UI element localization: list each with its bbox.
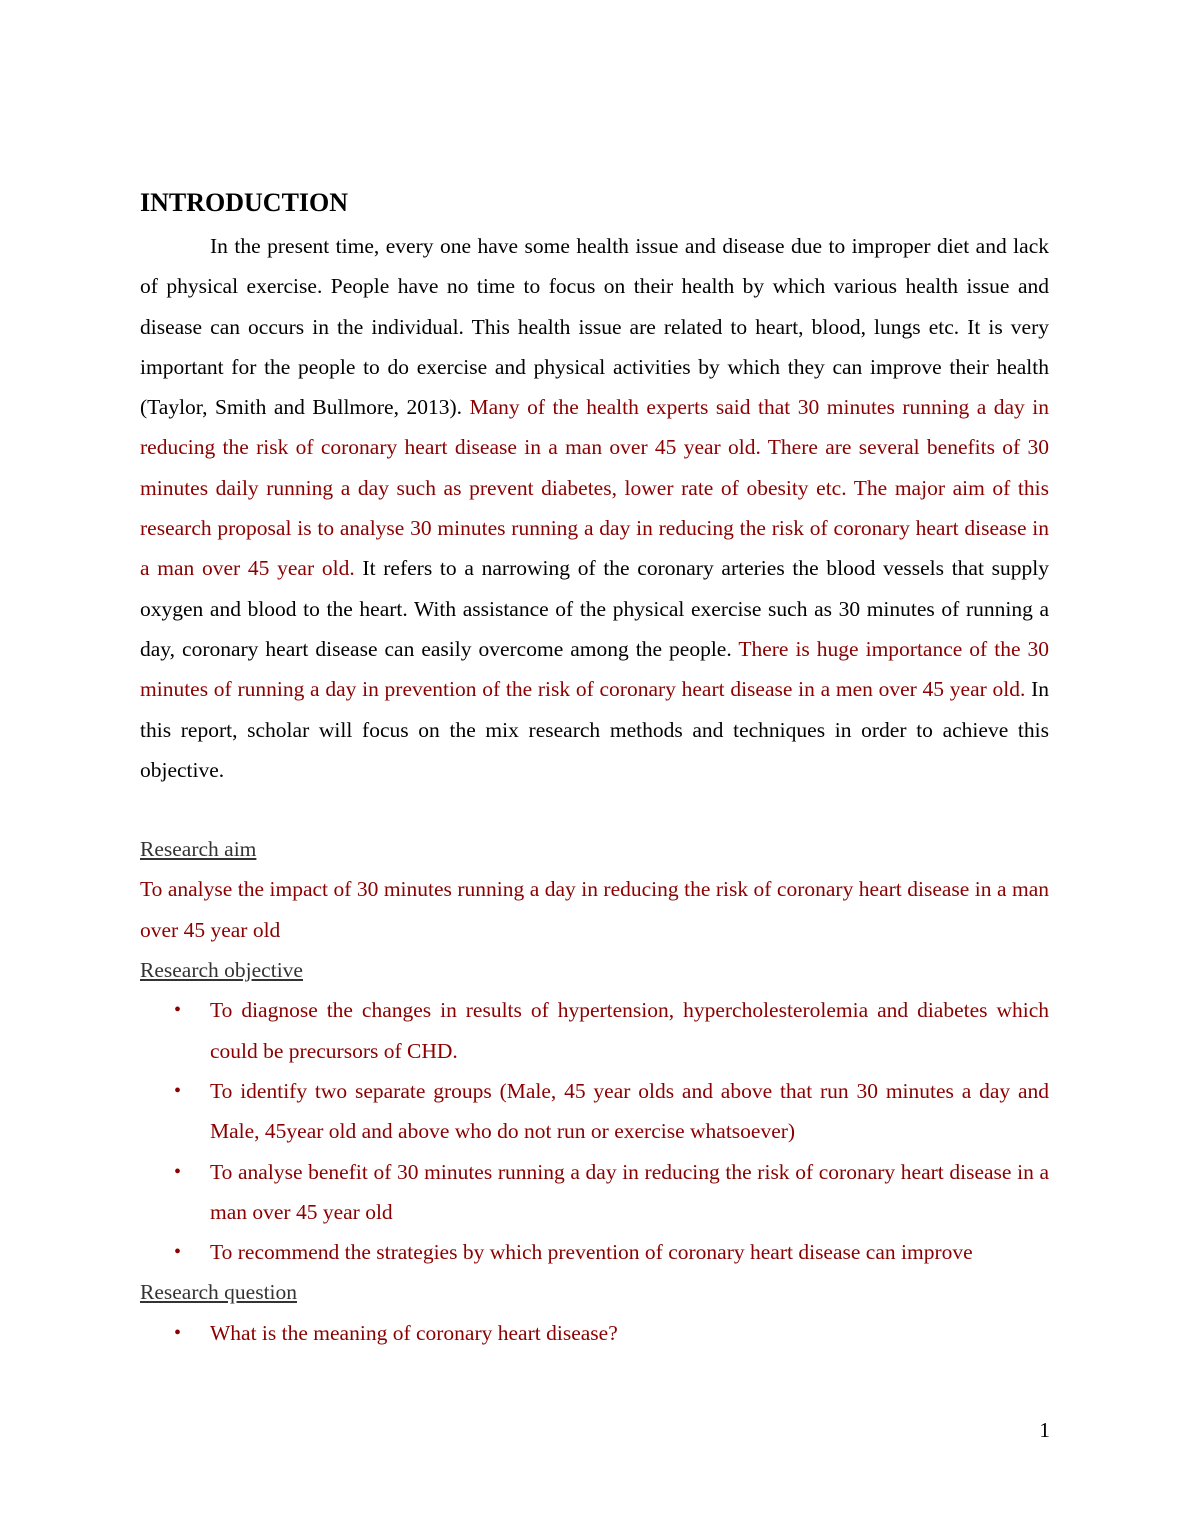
research-aim-text: To analyse the impact of 30 minutes running a day in reducing the risk of coronary heart disease in a man over 45 year old — [140, 877, 1049, 942]
research-objective-list — [140, 990, 1049, 1272]
research-aim-heading: Research aim — [140, 837, 257, 862]
intro-highlight-1: Many of the health experts said that 30 minutes running a day in reducing the risk of coronary heart disease in a man over 45 year old. There are several benefits of 30 minutes daily running a day such as prevent diabetes, lower rate of obesity etc. The major aim of this research proposal is to analyse 30 minutes running a day in reducing the risk of coronary heart disease in a man over 45 year old. — [140, 395, 1049, 581]
intro-highlight-2: There is huge importance of the 30 minutes of running a day in prevention of the risk of coronary heart disease in a men over 45 year old. — [140, 636, 1049, 702]
bullet-icon: • — [174, 1160, 182, 1183]
research-question-heading: Research question — [140, 1280, 298, 1305]
list-item-text: To analyse benefit of 30 minutes running a day in reducing the risk of coronary heart disease in a man over 45 year old — [210, 1159, 1049, 1224]
list-item — [140, 1152, 1049, 1233]
list-item — [140, 1232, 1049, 1272]
bullet-icon: • — [174, 999, 182, 1022]
intro-text-3: In this report, scholar will focus on the mix research methods and techniques in order to achieve this objective. — [140, 677, 1049, 782]
intro-paragraph — [140, 226, 1049, 790]
bullet-icon: • — [174, 1241, 182, 1264]
list-item-text: What is the meaning of coronary heart disease? — [210, 1320, 618, 1345]
spacer — [140, 790, 1049, 829]
page-number: 1 — [1039, 1418, 1050, 1442]
intro-text-2: It refers to a narrowing of the coronary arteries the blood vessels that supply oxygen and blood to the heart. With assistance of the physical exercise such as 30 minutes of running a day, coronary heart disease can easily overcome among the people. — [140, 556, 1050, 661]
bullet-icon: • — [174, 1079, 182, 1102]
research-question-list — [140, 1313, 1049, 1353]
document-page — [140, 186, 1049, 1353]
intro-text-1: In the present time, every one have some health issue and disease due to improper diet and lack of physical exercise. People have no time to focus on their health by which various health issue and disease can occurs in the individual. This health issue are related to heart, blood, lungs etc. It is very important for the people to do exercise and physical activities by which they can improve their health (Taylor, Smith and Bullmore, 2013). — [140, 234, 1049, 420]
section-heading: INTRODUCTION — [140, 188, 349, 217]
research-objective-heading: Research objective — [140, 958, 303, 983]
list-item — [140, 1071, 1049, 1152]
bullet-icon: • — [174, 1321, 182, 1344]
list-item-text: To recommend the strategies by which prevention of coronary heart disease can improve — [210, 1240, 973, 1265]
list-item — [140, 990, 1049, 1071]
list-item — [140, 1313, 1049, 1353]
list-item-text: To diagnose the changes in results of hypertension, hypercholesterolemia and diabetes which could be precursors of CHD. — [210, 998, 1049, 1063]
list-item-text: To identify two separate groups (Male, 45 year olds and above that run 30 minutes a day and Male, 45year old and above who do not run or exercise whatsoever) — [210, 1078, 1049, 1144]
